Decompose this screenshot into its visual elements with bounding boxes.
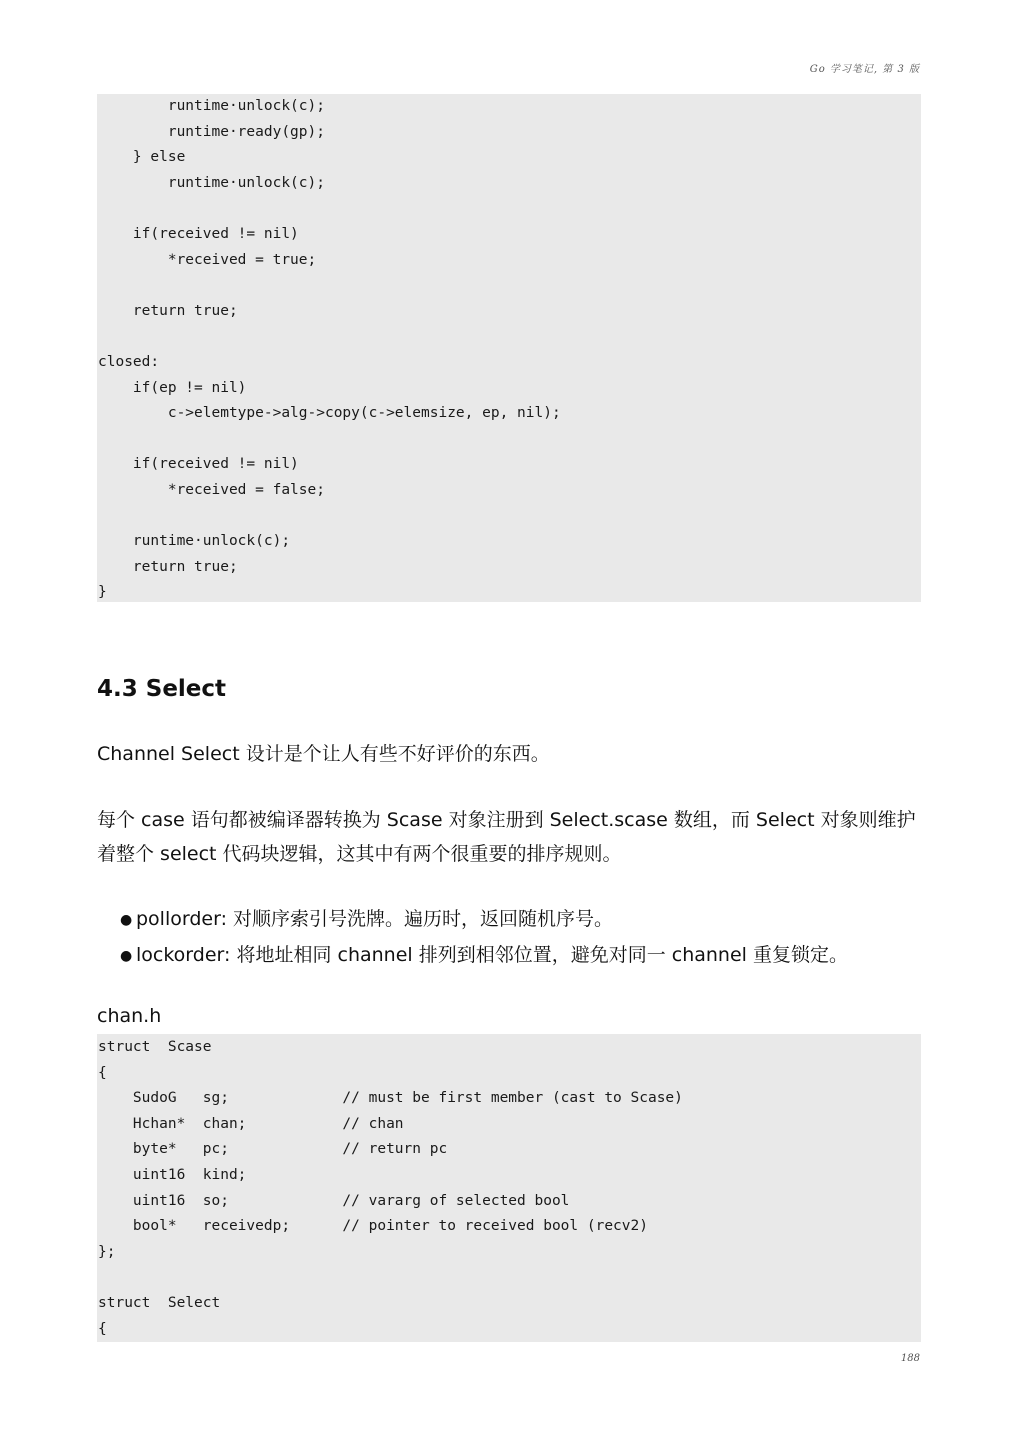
code-line: struct Scase <box>98 1039 212 1055</box>
code-line: { <box>98 1320 107 1337</box>
bullet-term: lockorder <box>136 944 225 966</box>
code-line: { <box>98 1064 107 1081</box>
code-line: struct Select <box>98 1294 221 1311</box>
code-line <box>98 196 921 222</box>
code-line: c->elemtype->alg->copy(c->elemsize, ep, nil); <box>98 405 561 422</box>
bullet-text: : 对顺序索引号洗牌。遍历时，返回随机序号。 <box>220 908 614 930</box>
bullet-text: : 将地址相同 channel 排列到相邻位置，避免对同一 channel 重复锁定。 <box>224 944 848 966</box>
page-number: 188 <box>900 1353 920 1364</box>
code-line: return true; <box>98 558 238 575</box>
scase-paragraph: 每个 case 语句都被编译器转换为 Scase 对象注册到 Select.scase 数组，而 Select 对象则维护着整个 select 代码块逻辑，这其中有两个很重要的排序规则。 <box>97 809 916 865</box>
code-line: return true; <box>98 302 238 319</box>
code-line: SudoG sg; // must be first member (cast to Scase) <box>98 1090 683 1107</box>
code-line: uint16 kind; <box>98 1166 247 1183</box>
bullet-item-lockorder <box>120 938 848 974</box>
code-line <box>98 1265 921 1291</box>
code-line: *received = false; <box>98 481 325 498</box>
bullet-item-pollorder <box>120 902 848 938</box>
section-heading: 4.3 Select <box>97 676 227 702</box>
code-line: bool* receivedp; // pointer to received bool (recv2) <box>98 1218 648 1235</box>
bullet-term: pollorder <box>136 908 221 930</box>
code-block-scase <box>97 1034 921 1342</box>
code-line: if(ep != nil) <box>98 379 247 396</box>
code-block-recv <box>97 94 921 602</box>
bullet-dot-icon: ● <box>120 948 133 964</box>
code-line: Hchan* chan; // chan <box>98 1115 404 1132</box>
bullet-dot-icon: ● <box>120 912 133 928</box>
code-line: runtime·unlock(c); <box>98 533 291 550</box>
code-line: if(received != nil) <box>98 225 299 242</box>
code-line <box>98 273 921 299</box>
code-line: } <box>98 584 107 601</box>
running-header: Go 学习笔记, 第 3 版 <box>809 64 920 75</box>
intro-paragraph: Channel Select 设计是个让人有些不好评价的东西。 <box>97 743 550 765</box>
code-line: runtime·unlock(c); <box>98 174 325 191</box>
code-line: }; <box>98 1243 116 1260</box>
code-line <box>98 427 921 453</box>
code-line <box>98 324 921 350</box>
code-line: byte* pc; // return pc <box>98 1141 448 1158</box>
file-label: chan.h <box>97 1005 162 1027</box>
code-line: runtime·ready(gp); <box>98 123 325 140</box>
code-line: } else <box>98 149 186 166</box>
code-line: *received = true; <box>98 251 317 268</box>
code-line: runtime·unlock(c); <box>98 98 325 114</box>
code-line: uint16 so; // vararg of selected bool <box>98 1192 570 1209</box>
code-line: if(received != nil) <box>98 456 299 473</box>
code-line <box>98 504 921 530</box>
code-line: closed: <box>98 353 160 370</box>
bullet-list <box>120 902 848 974</box>
